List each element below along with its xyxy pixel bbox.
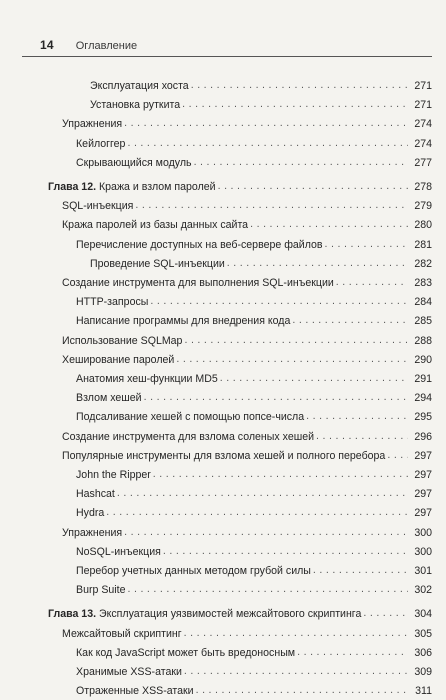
toc-entry-text: Хранимые XSS-атаки: [76, 666, 182, 678]
toc-entry-text: NoSQL-инъекция: [76, 545, 161, 558]
toc-entry-title: [62, 526, 122, 540]
toc-entry-text: Популярные инструменты для взлома хешей и полного перебора: [62, 449, 386, 462]
toc-page-number: 285: [414, 315, 432, 328]
dot-leader: [117, 486, 408, 500]
toc-page-number: 274: [414, 137, 432, 150]
toc-entry-title: [76, 314, 290, 328]
dot-leader: [124, 116, 408, 130]
toc-entry-text: Хеширование паролей: [62, 353, 175, 366]
toc-entry-title: [62, 199, 133, 213]
toc-entry-text: Упражнения: [62, 118, 123, 131]
toc-entry-title: [62, 218, 248, 232]
toc-entry: [0, 391, 432, 405]
toc-entry-text: Кража паролей из базы данных сайта: [62, 219, 249, 232]
toc-page-number: 295: [414, 411, 432, 424]
toc-entry-title: [76, 646, 295, 660]
dot-leader: [316, 429, 408, 443]
dot-leader: [106, 505, 408, 519]
toc-entry-title: [62, 449, 385, 463]
toc-entry-title: [76, 238, 323, 252]
toc-page-number: 271: [414, 99, 432, 112]
dot-leader: [306, 409, 408, 423]
dot-leader: [325, 237, 408, 251]
toc-page-number: 283: [414, 277, 432, 289]
toc-entry-title: [76, 410, 304, 424]
dot-leader: [387, 448, 408, 462]
dot-leader: [363, 606, 408, 620]
toc-entry-title: [76, 665, 182, 679]
toc-entry: [0, 684, 432, 698]
chapter-label: Глава 13.: [48, 608, 97, 621]
dot-leader: [227, 256, 408, 270]
dot-leader: [144, 390, 408, 404]
toc-entry: [0, 506, 432, 520]
toc-page-number: 279: [414, 200, 432, 213]
toc-entry: [0, 627, 432, 641]
toc-entry-title: [76, 487, 115, 501]
toc-entry-text: Hydra: [76, 507, 105, 520]
toc-page-number: 296: [414, 430, 432, 443]
toc-entry-title: [90, 98, 180, 112]
toc-page-number: 297: [414, 488, 432, 501]
toc-entry-text: HTTP-запросы: [76, 296, 149, 309]
dot-leader: [182, 97, 408, 111]
page-header: [40, 38, 432, 52]
toc-entry: [0, 410, 432, 424]
toc-entry: [0, 646, 432, 660]
toc-entry-title: [62, 353, 174, 367]
toc-page-number: 284: [414, 296, 432, 309]
toc-page-number: 300: [414, 526, 432, 539]
toc-page-number: 294: [414, 392, 432, 405]
toc-entry: [0, 449, 432, 463]
header-rule: [22, 56, 432, 57]
toc-chapter-entry: [0, 607, 432, 621]
dot-leader: [176, 352, 408, 366]
toc-page-number: 311: [415, 685, 432, 698]
toc-entry-title: [48, 607, 361, 621]
toc-entry-text: Эксплуатация уязвимостей межсайтового скриптинга: [96, 608, 362, 621]
toc-entry: [0, 526, 432, 540]
toc-page-number: 281: [414, 238, 432, 251]
dot-leader: [297, 645, 408, 659]
toc-entry-title: [62, 627, 182, 641]
dot-leader: [124, 525, 408, 539]
toc-entry-title: [76, 156, 192, 170]
toc-page-number: 271: [414, 80, 432, 92]
toc-entry: [0, 487, 432, 501]
toc-entry: [0, 665, 432, 679]
toc-entry: [0, 583, 432, 597]
toc-entry-text: Межсайтовый скриптинг: [62, 627, 182, 640]
toc-entry-text: Установка руткита: [90, 99, 181, 112]
toc-entry: [0, 295, 432, 309]
toc-entry: [0, 314, 432, 328]
toc-entry-title: [76, 506, 104, 520]
page-number: 14: [40, 38, 54, 52]
toc-page-number: 290: [414, 353, 432, 366]
toc-entry: [0, 257, 432, 271]
toc-entry: [0, 372, 432, 386]
toc-entry-title: [62, 430, 314, 444]
toc-entry: [0, 79, 432, 93]
toc-entry: [0, 430, 432, 444]
toc-entry-text: Перечисление доступных на веб-сервере файлов: [76, 238, 323, 251]
toc-entry: [0, 564, 432, 578]
toc-page-number: 297: [414, 469, 432, 481]
toc-entry-text: Как код JavaScript может быть вредоносным: [76, 646, 296, 659]
dot-leader: [336, 275, 408, 289]
toc-chapter-entry: [0, 180, 432, 194]
toc-entry-title: [76, 468, 151, 482]
toc-entry: [0, 468, 432, 482]
toc-page-number: 306: [414, 646, 432, 659]
toc-entry-text: Кража и взлом паролей: [96, 181, 216, 193]
toc-entry-text: Скрывающийся модуль: [76, 156, 192, 169]
toc-entry-title: [90, 79, 189, 93]
toc-entry: [0, 238, 432, 252]
toc-entry: [0, 353, 432, 367]
toc-page-number: 288: [414, 334, 432, 347]
toc-page-number: 277: [414, 156, 432, 169]
toc-entry-title: [76, 564, 311, 578]
toc-entry-text: Использование SQLMap: [62, 334, 183, 347]
chapter-label: Глава 12.: [48, 181, 97, 193]
toc-entry-title: [76, 391, 142, 405]
toc-page-number: 291: [414, 373, 432, 385]
toc-entry-title: [48, 180, 216, 194]
dot-leader: [250, 217, 408, 231]
toc-entry-title: [76, 137, 125, 151]
toc-page-number: 305: [414, 627, 432, 640]
dot-leader: [196, 683, 408, 697]
toc-page-number: 274: [414, 118, 432, 131]
toc-entry-title: [90, 257, 225, 271]
toc-entry-text: Эксплуатация хоста: [90, 80, 189, 92]
toc-entry-text: Отраженные XSS-атаки: [76, 685, 194, 698]
toc-entry-title: [76, 583, 125, 597]
dot-leader: [153, 467, 408, 481]
dot-leader: [127, 582, 408, 596]
dot-leader: [163, 544, 408, 558]
toc-entry-text: Проведение SQL-инъекции: [90, 257, 225, 270]
toc-entry-title: [62, 117, 122, 131]
dot-leader: [135, 198, 408, 212]
toc-page-number: 302: [414, 584, 432, 597]
dot-leader: [218, 179, 408, 193]
toc-page-number: 282: [414, 257, 432, 270]
toc-entry-title: [76, 295, 148, 309]
dot-leader: [292, 313, 408, 327]
toc-entry-text: Анатомия хеш-функции MD5: [76, 373, 218, 385]
toc-entry-title: [76, 545, 161, 559]
toc-entry: [0, 117, 432, 131]
toc-entry: [0, 156, 432, 170]
toc-entry: [0, 334, 432, 348]
toc-page-number: 304: [414, 608, 432, 621]
dot-leader: [150, 294, 408, 308]
toc-entry-text: SQL-инъекция: [62, 200, 134, 213]
dot-leader: [184, 626, 408, 640]
dot-leader: [191, 78, 408, 92]
toc-page-number: 278: [414, 181, 432, 193]
toc-entry-title: [76, 372, 218, 386]
toc-page-number: 280: [414, 219, 432, 232]
toc-entry-text: Упражнения: [62, 526, 123, 539]
toc-entry-title: [62, 276, 334, 290]
toc-entry-text: Взлом хешей: [76, 392, 142, 405]
toc-entry-title: [76, 684, 194, 698]
dot-leader: [194, 155, 408, 169]
toc-entry: [0, 545, 432, 559]
toc-entry-text: Создание инструмента для выполнения SQL-инъекции: [62, 277, 334, 289]
toc-entry-text: John the Ripper: [76, 469, 151, 481]
toc-entry-text: Кейлоггер: [76, 137, 126, 150]
dot-leader: [220, 371, 408, 385]
dot-leader: [184, 333, 408, 347]
toc-entry-text: Burp Suite: [76, 584, 126, 597]
toc-entry-text: Написание программы для внедрения кода: [76, 315, 291, 328]
toc-entry: [0, 137, 432, 151]
dot-leader: [127, 136, 408, 150]
toc-entry-text: Перебор учетных данных методом грубой силы: [76, 565, 311, 577]
toc-entry-title: [62, 334, 182, 348]
toc-entry: [0, 98, 432, 112]
toc-entry-text: Подсаливание хешей с помощью попсе-числа: [76, 411, 305, 424]
dot-leader: [313, 563, 408, 577]
toc-page-number: 301: [414, 565, 432, 577]
toc-page-number: 309: [414, 666, 432, 678]
running-title: Оглавление: [75, 40, 138, 52]
toc-entry-text: Hashcat: [76, 488, 115, 501]
toc-page-number: 300: [414, 545, 432, 558]
toc-entry: [0, 218, 432, 232]
toc-page-number: 297: [414, 449, 432, 462]
toc-entry: [0, 276, 432, 290]
toc-entry-text: Создание инструмента для взлома соленых хешей: [62, 430, 315, 443]
dot-leader: [184, 664, 408, 678]
toc-page-number: 297: [414, 507, 432, 520]
toc-entry: [0, 199, 432, 213]
